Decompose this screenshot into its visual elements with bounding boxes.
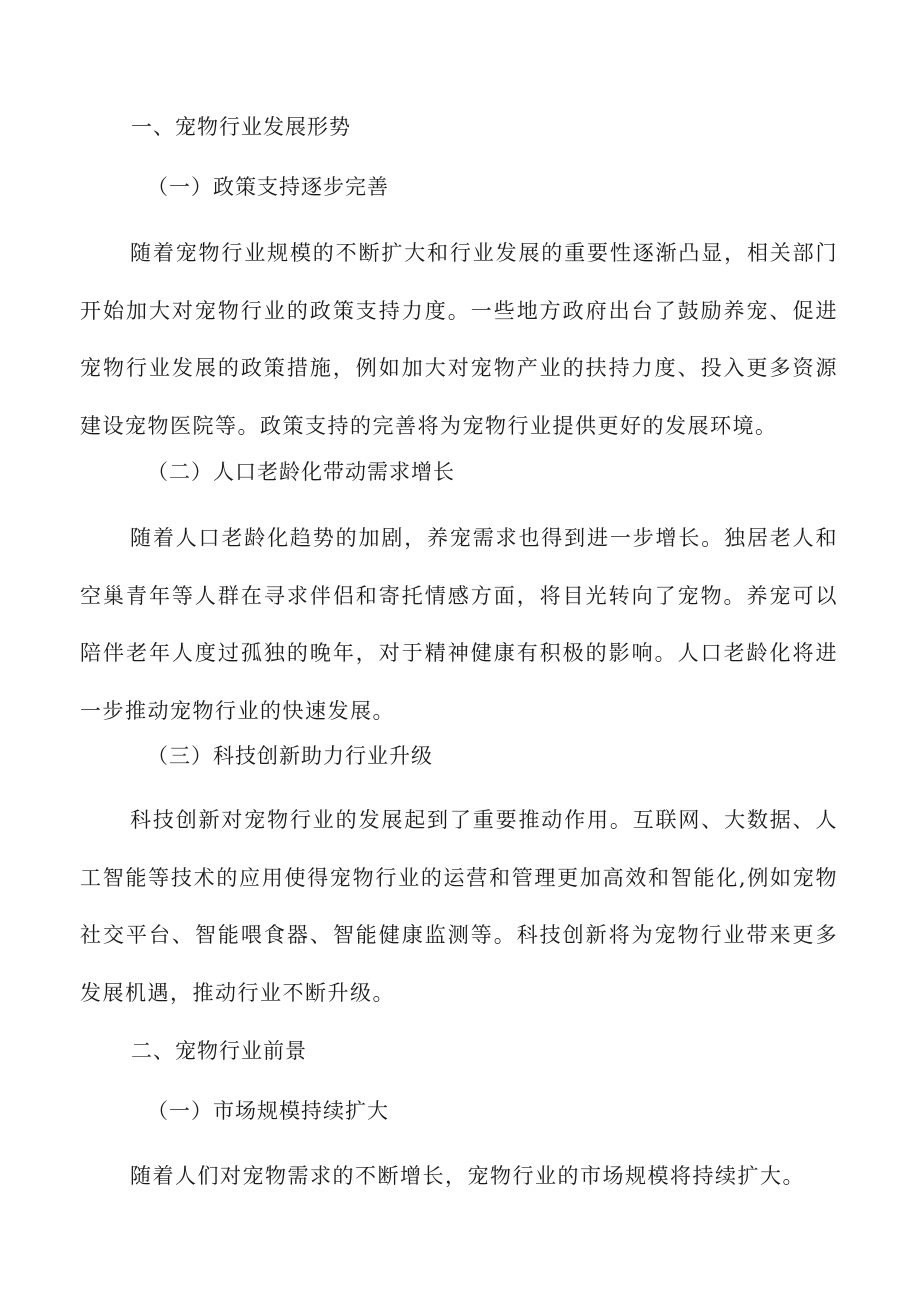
section-heading: 一、宠物行业发展形势 <box>131 115 351 139</box>
subsection-heading: （二）人口老龄化带动需求增长 <box>147 460 455 484</box>
subsection-heading: （一）政策支持逐步完善 <box>147 175 389 199</box>
body-paragraph: 随着人口老龄化趋势的加剧，养宠需求也得到进一步增长。独居老人和空巢青年等人群在寻求伴侣和寄托情感方面，将目光转向了宠物。养宠可以陪伴老年人度过孤独的晚年，对于精神健康有积极的影响。人口老龄化将进一步推动宠物行业的快速发展。 <box>80 526 838 724</box>
subsection-heading: （三）科技创新助力行业升级 <box>147 744 433 768</box>
body-paragraph: 随着人们对宠物需求的不断增长，宠物行业的市场规模将持续扩大。 <box>130 1164 805 1188</box>
section-heading: 二、宠物行业前景 <box>131 1039 307 1063</box>
body-paragraph: 随着宠物行业规模的不断扩大和行业发展的重要性逐渐凸显，相关部门开始加大对宠物行业的政策支持力度。一些地方政府出台了鼓励养宠、促进宠物行业发展的政策措施，例如加大对宠物产业的扶持力度、投入更多资源建设宠物医院等。政策支持的完善将为宠物行业提供更好的发展环境。 <box>80 241 838 439</box>
subsection-heading: （一）市场规模持续扩大 <box>147 1099 389 1123</box>
body-paragraph: 科技创新对宠物行业的发展起到了重要推动作用。互联网、大数据、人工智能等技术的应用使得宠物行业的运营和管理更加高效和智能化,例如宠物社交平台、智能喂食器、智能健康监测等。科技创新将为宠物行业带来更多发展机遇，推动行业不断升级。 <box>80 808 838 1006</box>
